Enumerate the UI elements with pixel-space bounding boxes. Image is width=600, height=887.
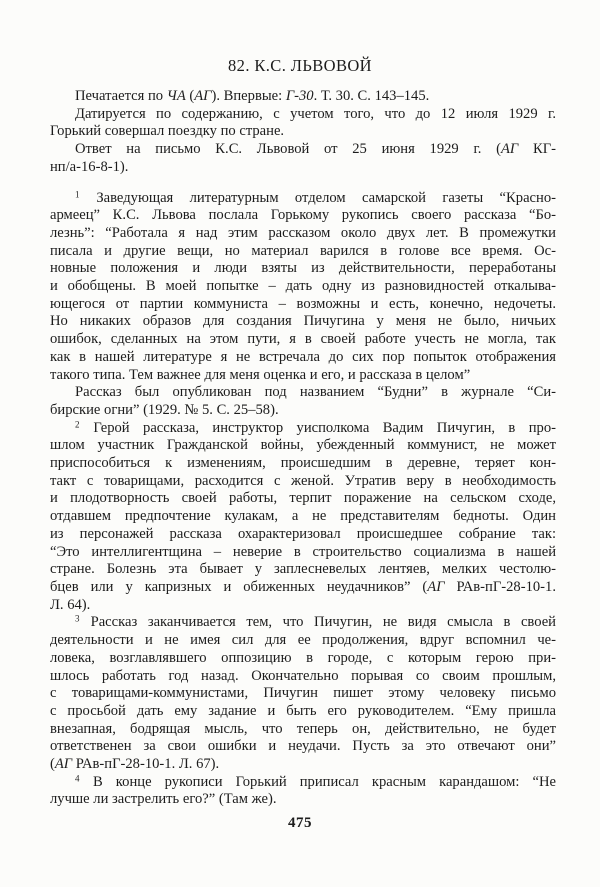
text-line <box>50 420 556 438</box>
text-line <box>50 650 556 668</box>
text-line <box>50 632 556 650</box>
text-run: РАв-пГ-28-10-1. <box>444 578 556 595</box>
footnote-marker: 4 <box>75 773 80 784</box>
text-run: Печатается по <box>75 88 167 104</box>
text-line <box>50 349 556 367</box>
text-run: ответственен за свои ошибки и неудачи. Пусть за это отвечают они” <box>50 738 556 755</box>
text-line <box>50 756 556 774</box>
text-run: бцев или у капризных и обиженных неудачников” ( <box>50 578 428 595</box>
text-run: стране. Болезнь эта бывает у заплесневелых лентяев, мелких честолю- <box>50 561 556 578</box>
text-line <box>50 225 556 243</box>
italic-sigla: АГ <box>194 88 212 104</box>
text-run: как в нашей литературе я не встречала до сих пор попыток отображения <box>50 348 556 365</box>
text-line <box>50 703 556 721</box>
text-line <box>50 331 556 349</box>
text-line <box>50 738 556 756</box>
text-line <box>50 437 556 455</box>
footnote-marker: 3 <box>75 613 80 624</box>
letter-title: 82. К.С. ЛЬВОВОЙ <box>228 56 372 75</box>
text-run: внезапная, бодрящая мысль, что теперь он, действительно, не будет <box>50 720 556 737</box>
text-line <box>50 526 556 544</box>
text-line <box>50 508 556 526</box>
text-line <box>50 190 556 208</box>
text-line <box>50 159 556 177</box>
text-run: Рассказ заканчивается тем, что Пичугин, не видя смысла в своей <box>80 614 556 631</box>
text-run: и обобщены. В моей попытке – дать одну из разновидностей откалыва- <box>50 278 556 295</box>
paragraph <box>50 190 556 385</box>
text-line <box>50 791 556 809</box>
text-run: ющегося от партии коммуниста – возможны и есть, конечно, недочеты. <box>50 295 556 312</box>
text-run: нп/а-16-8-1). <box>50 158 129 175</box>
text-run: и плодотворность своей работы, терпит поражение на сельском сходе, <box>50 490 556 507</box>
text-line <box>50 296 556 314</box>
italic-sigla: АГ <box>501 141 519 158</box>
text-run: ). Впервые: <box>211 88 286 104</box>
paragraph <box>50 88 556 106</box>
text-run: ошибок, сделанных на этом пути, я в своей работе учесть не могла, так <box>50 331 556 348</box>
italic-sigla: ЧА <box>166 88 186 104</box>
text-line <box>50 313 556 331</box>
text-run: из персонажей рассказа охарактеризовал происшедшее собрание так: <box>50 525 556 542</box>
text-run: армеец” К.С. Львова послала Горькому рукопись своего рассказа “Бо- <box>50 207 556 224</box>
source-header-block <box>50 88 556 177</box>
text-run: РАв-пГ-28-10-1. Л. 67). <box>72 756 220 773</box>
footnote-marker: 1 <box>75 189 80 200</box>
text-run: “Это интеллигентщина – неверие в строительство социализма в нашей <box>50 543 556 560</box>
text-run: шлось работать год назад. Окончательно порывая со своим прошлым, <box>50 667 556 684</box>
text-run: ( <box>185 88 195 104</box>
text-run: шлом участник Гражданской войны, убежденный коммунист, не может <box>50 437 556 454</box>
italic-sigla: АГ <box>427 578 445 595</box>
text-run: новные положения и люди взяты из действительности, переработаны <box>50 260 556 277</box>
paragraph <box>50 384 556 419</box>
text-run: Датируется по содержанию, с учетом того, что до 12 июля 1929 г. <box>75 105 556 122</box>
text-run: Рассказ был опубликован под названием “Будни” в журнале “Си- <box>75 384 556 401</box>
text-line <box>50 367 556 385</box>
text-run: с товарищами-коммунистами, Пичугин пишет этому человеку письмо <box>50 685 556 702</box>
text-run: Но никаких образов для создания Пичугина у меня не было, ничьих <box>50 313 556 330</box>
text-run: деятельности и не имея сил для ее продолжения, вдруг вспомнил че- <box>50 632 556 649</box>
text-run: В конце рукописи Горький приписал красным карандашом: “Не <box>80 773 556 790</box>
text-run: Горький совершал поездку по стране. <box>50 123 285 140</box>
text-run: приспособиться к изменениям, происшедшим в деревне, теряет кон- <box>50 455 556 472</box>
text-line <box>50 614 556 632</box>
text-run: . Т. 30. С. 143–145. <box>313 88 430 104</box>
text-line <box>50 106 556 124</box>
text-run: ловека, возглавлявшего оппозицию в городе, с которым герою при- <box>50 649 556 666</box>
text-line <box>50 579 556 597</box>
text-run: Герой рассказа, инструктор уисполкома Вадим Пичугин, в про- <box>80 419 556 436</box>
text-line <box>50 685 556 703</box>
footnotes-block <box>50 190 556 810</box>
paragraph <box>50 141 556 176</box>
text-line <box>50 123 556 141</box>
text-run: писала и другие вещи, но материал варился в голове все время. Ос- <box>50 242 556 259</box>
text-line <box>50 243 556 261</box>
text-line <box>50 668 556 686</box>
text-line <box>50 88 556 106</box>
text-line <box>50 490 556 508</box>
text-line <box>50 141 556 159</box>
text-run: отдавшем предпочтение кулакам, а не представителям бедноты. Один <box>50 508 556 525</box>
text-run: такого типа. Тем важнее для меня оценка и его, и рассказа в целом” <box>50 366 471 383</box>
text-line <box>50 207 556 225</box>
text-run: ( <box>50 756 55 773</box>
text-line <box>50 455 556 473</box>
text-line <box>50 597 556 615</box>
text-run: с просьбой дать ему задание и быть его руководителем. “Ему пришла <box>50 702 556 719</box>
text-run: такт с товарищами, расходится с женой. Утратив веру в необходимость <box>50 472 556 489</box>
text-line <box>50 544 556 562</box>
page-number: 475 <box>288 815 312 831</box>
paragraph <box>50 774 556 809</box>
text-run: Ответ на письмо К.С. Львовой от 25 июня 1929 г. ( <box>75 141 502 158</box>
text-run: Л. 64). <box>50 596 91 613</box>
text-line <box>50 278 556 296</box>
text-line <box>50 384 556 402</box>
paragraph <box>50 106 556 141</box>
text-line <box>50 774 556 792</box>
text-line <box>50 260 556 278</box>
text-line <box>50 561 556 579</box>
text-line <box>50 473 556 491</box>
text-run: Заведующая литературным отделом самарской газеты “Красно- <box>80 189 556 206</box>
footnote-marker: 2 <box>75 419 80 430</box>
italic-sigla: Г-30 <box>285 88 314 104</box>
text-run: лучше ли застрелить его?” (Там же). <box>50 791 277 808</box>
text-line <box>50 402 556 420</box>
text-line <box>50 721 556 739</box>
text-run: лезнь”: “Работала я над этим рассказом около двух лет. В промежутки <box>50 224 556 241</box>
text-run: бирские огни” (1929. № 5. С. 25–58). <box>50 401 279 418</box>
paragraph <box>50 420 556 615</box>
paragraph <box>50 614 556 773</box>
text-run: КГ- <box>518 141 556 158</box>
italic-sigla: АГ <box>54 756 73 773</box>
